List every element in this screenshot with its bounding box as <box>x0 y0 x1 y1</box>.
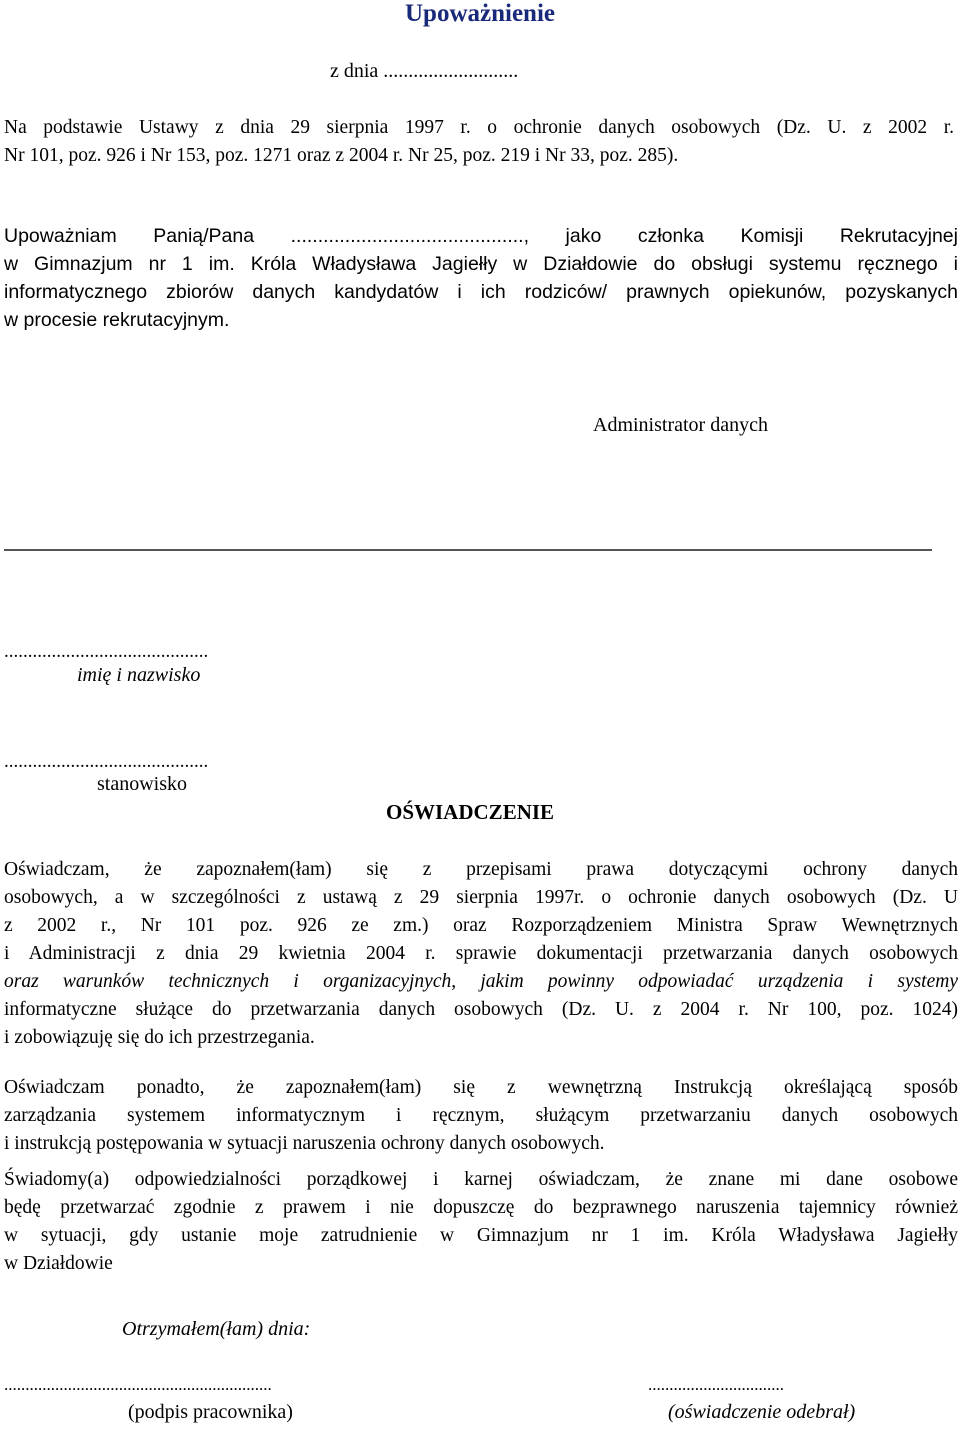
text-line: w Działdowie <box>4 1253 113 1274</box>
statement-paragraph-1 <box>4 856 958 1052</box>
statement-paragraph-3 <box>4 1166 958 1278</box>
employee-signature-label: (podpis pracownika) <box>128 1401 293 1423</box>
text-line: i instrukcją postępowania w sytuacji naruszenia ochrony danych osobowych. <box>4 1133 605 1154</box>
employee-signature-dots: ............................................................... <box>4 1375 272 1394</box>
text-line: oraz warunków technicznych i organizacyjnych, jakim powinny odpowiadać urządzenia i systemy <box>4 971 958 992</box>
legal-basis-paragraph <box>4 114 954 170</box>
text-line: w Gimnazjum nr 1 im. Króla Władysława Jagiełły w Działdowie do obsługi systemu ręcznego i <box>4 253 958 275</box>
text-line: Świadomy(a) odpowiedzialności porządkowej i karnej oświadczam, że znane mi dane osobowe <box>4 1169 958 1190</box>
receiver-signature-label: (oświadczenie odebrał) <box>668 1401 856 1423</box>
text-line: informatycznego zbiorów danych kandydatów i ich rodziców/ prawnych opiekunów, pozyskanych <box>4 281 958 303</box>
authorization-paragraph <box>4 222 958 334</box>
statement-paragraph-2 <box>4 1074 958 1158</box>
text-line: Oświadczam, że zapoznałem(łam) się z przepisami prawa dotyczącymi ochrony danych <box>4 859 958 880</box>
date-line: z dnia ........................... <box>330 60 519 82</box>
text-line: Oświadczam ponadto, że zapoznałem(łam) się z wewnętrzną Instrukcją określającą sposób <box>4 1077 958 1098</box>
text-line: w procesie rekrutacyjnym. <box>4 309 230 331</box>
text-line: i zobowiązuję się do ich przestrzegania. <box>4 1027 315 1048</box>
text-line: będę przetwarzać zgodnie z prawem i nie dopuszczę do bezprawnego naruszenia tajemnicy również <box>4 1197 958 1218</box>
receiver-signature-dots: ................................ <box>648 1375 784 1394</box>
text-line: Na podstawie Ustawy z dnia 29 sierpnia 1997 r. o ochronie danych osobowych (Dz. U. z 2002 r. <box>4 117 954 138</box>
statement-heading: OŚWIADCZENIE <box>386 800 555 824</box>
text-line: i Administracji z dnia 29 kwietnia 2004 r. sprawie dokumentacji przetwarzania danych osobowych <box>4 943 958 964</box>
text-line: osobowych, a w szczególności z ustawą z 29 sierpnia 1997r. o ochronie danych osobowych (Dz. U <box>4 887 958 908</box>
administrator-label: Administrator danych <box>593 414 768 436</box>
text-line: Nr 101, poz. 926 i Nr 153, poz. 1271 oraz z 2004 r. Nr 25, poz. 219 i Nr 33, poz. 285). <box>4 145 679 166</box>
name-label: imię i nazwisko <box>77 664 201 686</box>
position-dots: ........................................... <box>4 751 209 772</box>
position-label: stanowisko <box>97 773 187 795</box>
document-title: Upoważnienie <box>405 0 555 27</box>
text-line: w sytuacji, gdy ustanie moje zatrudnienie w Gimnazjum nr 1 im. Króla Władysława Jagiełły <box>4 1225 958 1246</box>
text-line: Upoważniam Panią/Pana ..........................................., jako członka Komisji Rekrutacyjnej <box>4 225 958 247</box>
text-line: zarządzania systemem informatycznym i ręcznym, służącym przetwarzaniu danych osobowych <box>4 1105 958 1126</box>
text-line: informatyczne służące do przetwarzania danych osobowych (Dz. U. z 2004 r. Nr 100, poz. 1024) <box>4 999 958 1020</box>
name-dots: ........................................... <box>4 641 209 662</box>
text-line: z 2002 r., Nr 101 poz. 926 ze zm.) oraz Rozporządzeniem Ministra Spraw Wewnętrznych <box>4 915 958 936</box>
separator-line <box>4 549 932 551</box>
received-label: Otrzymałem(łam) dnia: <box>122 1318 311 1340</box>
